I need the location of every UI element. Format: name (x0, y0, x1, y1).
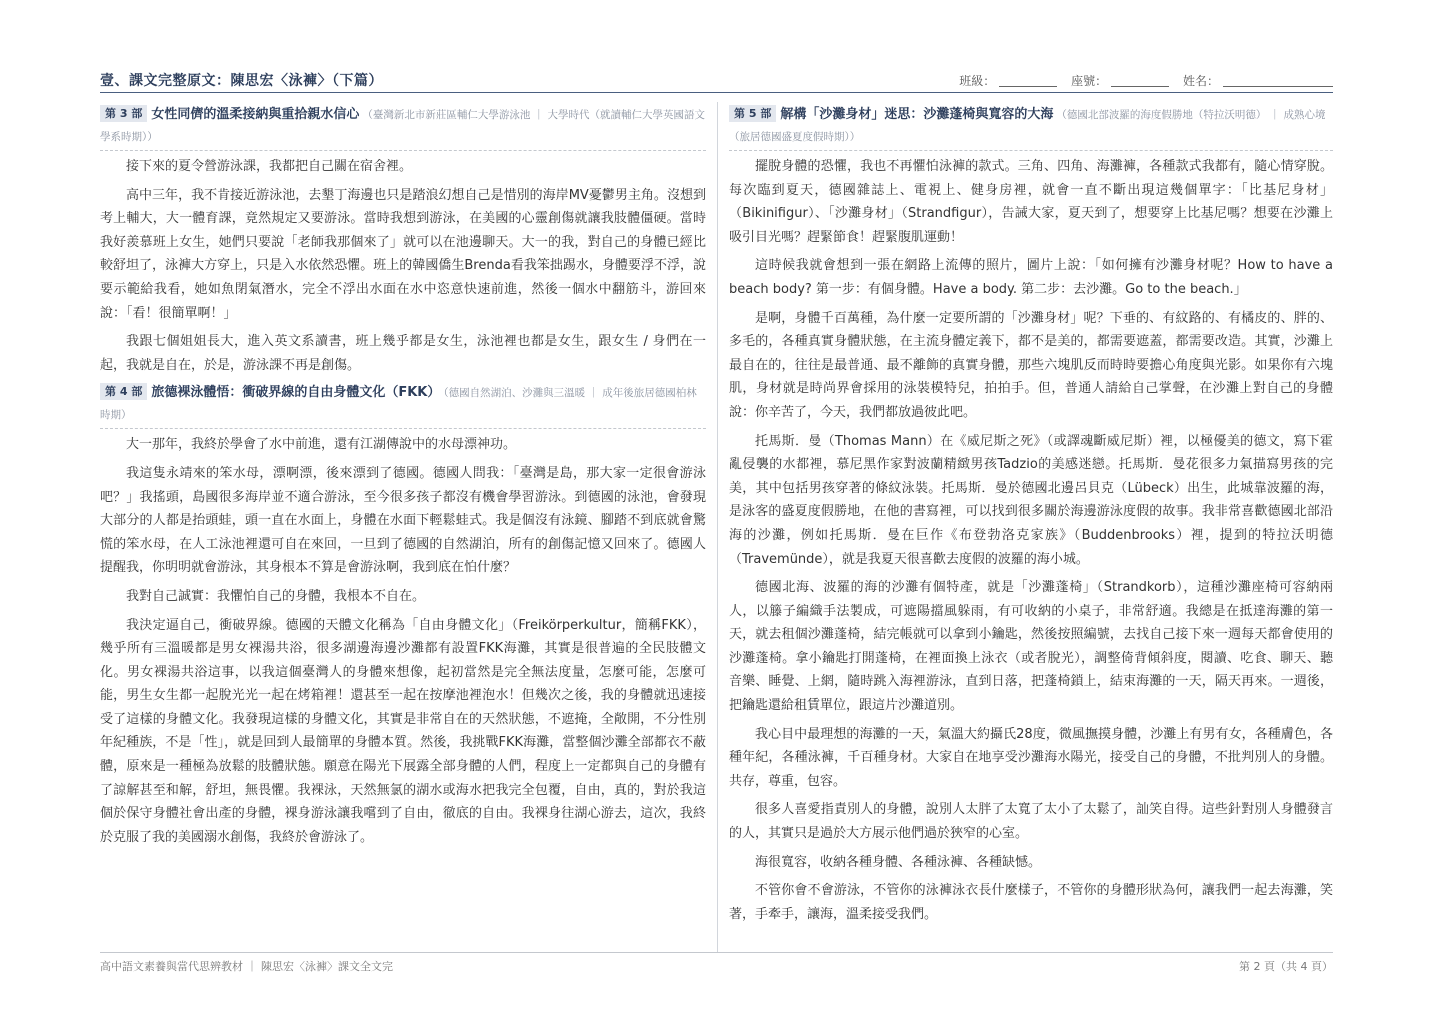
seat-blank[interactable] (1111, 74, 1169, 87)
paragraph: 高中三年，我不肯接近游泳池，去墾丁海邊也只是踏浪幻想自己是惜別的海岸MV憂鬱男主角。沒想到考上輔大，大一體育課，竟然規定又要游泳。當時我想到游泳，在美國的心靈創傷就讓我肢體僵硬。當時我好羨慕班上女生，她們只要說「老師我那個來了」就可以在池邊聊天。大一的我，對自己的身體已經比較舒坦了，泳褲大方穿上，只是入水依然恐懼。班上的韓國僑生Brenda看我笨拙踢水，身體要浮不浮，說要示範給我看，她如魚閉氣潛水，完全不浮出水面在水中恣意快速前進，然後一個水中翻筋斗，游回來說：「看！很簡單啊！」 (100, 187, 706, 321)
document-title: 壹、課文完整原文：陳思宏〈泳褲〉（下篇） (100, 73, 383, 89)
paragraph: 我決定逼自己，衝破界線。德國的天體文化稱為「自由身體文化」（Freikörperkultur，簡稱FKK），幾乎所有三溫暖都是男女裸湯共浴，很多湖邊海邊沙灘都有設置FKK海灘，其實是很普遍的全民肢體文化。男女裸湯共浴這事，以我這個臺灣人的身體來想像，起初當然是完全無法度量，怎麼可能，怎麼可能，男生女生都一起脫光光一起在烤箱裡！還甚至一起在按摩池裡泡水！但幾次之後，我的身體就迅速接受了這樣的身體文化。我發現這樣的身體文化，其實是非常自在的天然狀態，不遮掩，全敞開，不分性別年紀種族，不是「性」，就是回到人最簡單的身體本質。然後，我挑戰FKK海灘，當整個沙灘全部都衣不蔽體，原來是一種極為放鬆的肢體狀態。願意在陽光下展露全部身體的人們，程度上一定都與自己的身體有了諒解甚至和解，舒坦，無畏懼。我裸泳，天然無氯的湖水或海水把我完全包覆，自由，真的，對於我這個於保守身體社會出產的身體，裸身游泳讓我嚐到了自由，徹底的自由。我裸身往湖心游去，這次，我終於克服了我的美國溺水創傷，我終於會游泳了。 (100, 617, 706, 845)
class-blank[interactable] (999, 74, 1057, 87)
paragraph: 這時候我就會想到一張在網路上流傳的照片，圖片上說：「如何擁有沙灘身材呢？How to have a beach body? 第一步：有個身體。Have a body. 第二步：去沙灘。Go to the beach.」 (729, 258, 1333, 297)
section-badge: 第 5 部 (729, 105, 776, 122)
page-footer (100, 952, 1333, 973)
paragraph: 我對自己誠實：我懼怕自己的身體，我根本不自在。 (126, 588, 426, 604)
paragraph: 海很寬容，收納各種身體、各種泳褲、各種缺憾。 (755, 854, 1042, 870)
footer-source: 高中語文素養與當代思辨教材 ｜ 陳思宏〈泳褲〉課文全文完 (100, 960, 393, 973)
paragraph: 很多人喜愛指責別人的身體，說別人太胖了太寬了太小了太鬆了，訕笑自得。這些針對別人身體發言的人，其實只是過於大方展示他們過於狹窄的心室。 (729, 802, 1333, 842)
paragraph: 是啊，身體千百萬種，為什麼一定要所謂的「沙灘身材」呢？下垂的、有紋路的、有橘皮的、胖的、多毛的，各種真實身體狀態，在主流身體定義下，都不是美的，都需要遮蓋，都需要改造。其實，沙灘上最自在的，往往是最普通、最不離飾的真實身體，那些六塊肌反而時時要擔心角度與光影。如果你有六塊肌，身材就是時尚界會採用的泳裝模特兒，拍拍手。但，普通人請給自己掌聲，在沙灘上對自己的身體說：你辛苦了，今天，我們都放過彼此吧。 (729, 310, 1333, 420)
paragraph: 擺脫身體的恐懼，我也不再懼怕泳褲的款式。三角、四角、海灘褲，各種款式我都有，隨心情穿脫。每次臨到夏天，德國雜誌上、電視上、健身房裡，就會一直不斷出現這幾個單字：「比基尼身材」（Bikinifigur）、「沙灘身材」（Strandfigur），告誡大家，夏天到了，想要穿上比基尼嗎？想要在沙灘上吸引目光嗎？趕緊節食！趕緊腹肌運動！ (729, 159, 1333, 245)
section-meta: （德國北部波羅的海度假勝地（特拉沃明德） ｜ 成熟心境（旅居德國盛夏度假時期）） (729, 109, 1326, 143)
section-4-heading (100, 382, 706, 429)
paragraph: 不管你會不會游泳，不管你的泳褲泳衣長什麼樣子，不管你的身體形狀為何，讓我們一起去海灘，笑著，手牽手，讓海，溫柔接受我們。 (729, 883, 1333, 922)
student-info-fields (949, 72, 1333, 89)
seat-label: 座號： (1071, 74, 1108, 88)
right-column (729, 104, 1333, 931)
section-3-heading (100, 104, 706, 151)
paragraph: 德國北海、波羅的海的沙灘有個特產，就是「沙灘蓬椅」（Strandkorb），這種沙灘座椅可容納兩人，以籐子編織手法製成，可遮陽擋風躲雨，有可收納的小桌子，非常舒適。我總是在抵達海灘的第一天，就去租個沙灘蓬椅，結完帳就可以拿到小鑰匙，然後按照編號，去找自己接下來一週每天都會使用的沙灘蓬椅。拿小鑰匙打開蓬椅，在裡面換上泳衣（或者脫光），調整倚背傾斜度，閱讀、吃食、聊天、聽音樂、睡覺、上網，隨時跳入海裡游泳，直到日落，把蓬椅鎖上，結束海灘的一天，隔天再來。一週後，把鑰匙還給租賃單位，跟這片沙灘道別。 (729, 580, 1333, 714)
section-meta: （德國自然湖泊、沙灘與三溫暖 ｜ 成年後旅居德國柏林時期） (100, 387, 697, 422)
section-badge: 第 3 部 (100, 105, 147, 122)
section-5-heading (729, 104, 1333, 151)
paragraph: 我跟七個姐姐長大，進入英文系讀書，班上幾乎都是女生，泳池裡也都是女生，跟女生 / 身們在一起，我就是自在，於是，游泳課不再是創傷。 (100, 334, 706, 373)
paragraph: 我這隻永靖來的笨水母，漂啊漂，後來漂到了德國。德國人問我：「臺灣是島，那大家一定很會游泳吧？」我搖頭，島國很多海岸並不適合游泳，至今很多孩子都沒有機會學習游泳。到德國的泳池，會發現大部分的人都是抬頭蛙，頭一直在水面上，身體在水面下輕鬆蛙式。我是個沒有泳鏡、腳踏不到底就會驚慌的笨水母，在人工泳池裡還可自在來回，一旦到了德國的自然湖泊，所有的創傷記憶又回來了。德國人提醒我，你明明就會游泳，其身根本不算是會游泳啊，我到底在怕什麼？ (100, 465, 706, 576)
name-blank[interactable] (1223, 74, 1333, 87)
section-meta: （臺灣新北市新莊區輔仁大學游泳池 ｜ 大學時代（就讀輔仁大學英國語文學系時期）） (100, 109, 706, 143)
section-title: 旅德裸泳體悟：衝破界線的自由身體文化（FKK） (151, 385, 441, 401)
column-divider (717, 102, 718, 952)
section-badge: 第 4 部 (100, 383, 147, 400)
section-title: 解構「沙灘身材」迷思：沙灘蓬椅與寬容的大海 (780, 107, 1054, 122)
paragraph: 我心目中最理想的海灘的一天，氣溫大約攝氏28度，微風撫摸身體，沙灘上有男有女，各種膚色，各種年紀，各種泳褲，千百種身材。大家自在地享受沙灘海水陽光，接受自己的身體，不批判別人的身體。共存，尊重，包容。 (729, 726, 1333, 789)
page-number: 第 2 頁（共 4 頁） (1239, 960, 1333, 973)
page-header (100, 70, 1333, 93)
paragraph: 托馬斯．曼（Thomas Mann）在《威尼斯之死》（或譯魂斷威尼斯）裡，以極優美的德文，寫下霍亂侵襲的水都裡，慕尼黑作家對波蘭精緻男孩Tadzio的美感迷戀。托馬斯．曼花很多力氣描寫男孩的完美，其中包括男孩穿著的條紋泳裝。托馬斯．曼於德國北邊呂貝克（Lübeck）出生，此城靠波羅的海，是泳客的盛夏度假勝地，在他的書寫裡，可以找到很多關於海邊游泳度假的故事。我非常喜歡德國北部沿海的沙灘，例如托馬斯．曼在巨作《布登勃洛克家族》（Buddenbrooks）裡，提到的特拉沃明德（Travemünde），就是我夏天很喜歡去度假的波羅的海小城。 (729, 433, 1333, 567)
class-label: 班級： (959, 74, 996, 88)
section-title: 女性同儕的溫柔接納與重拾親水信心 (151, 107, 360, 122)
name-label: 姓名： (1182, 74, 1219, 88)
paragraph: 大一那年，我終於學會了水中前進，還有江湖傳說中的水母漂神功。 (126, 437, 517, 453)
left-column (100, 104, 706, 854)
paragraph: 接下來的夏令營游泳課，我都把自己關在宿舍裡。 (126, 159, 413, 174)
